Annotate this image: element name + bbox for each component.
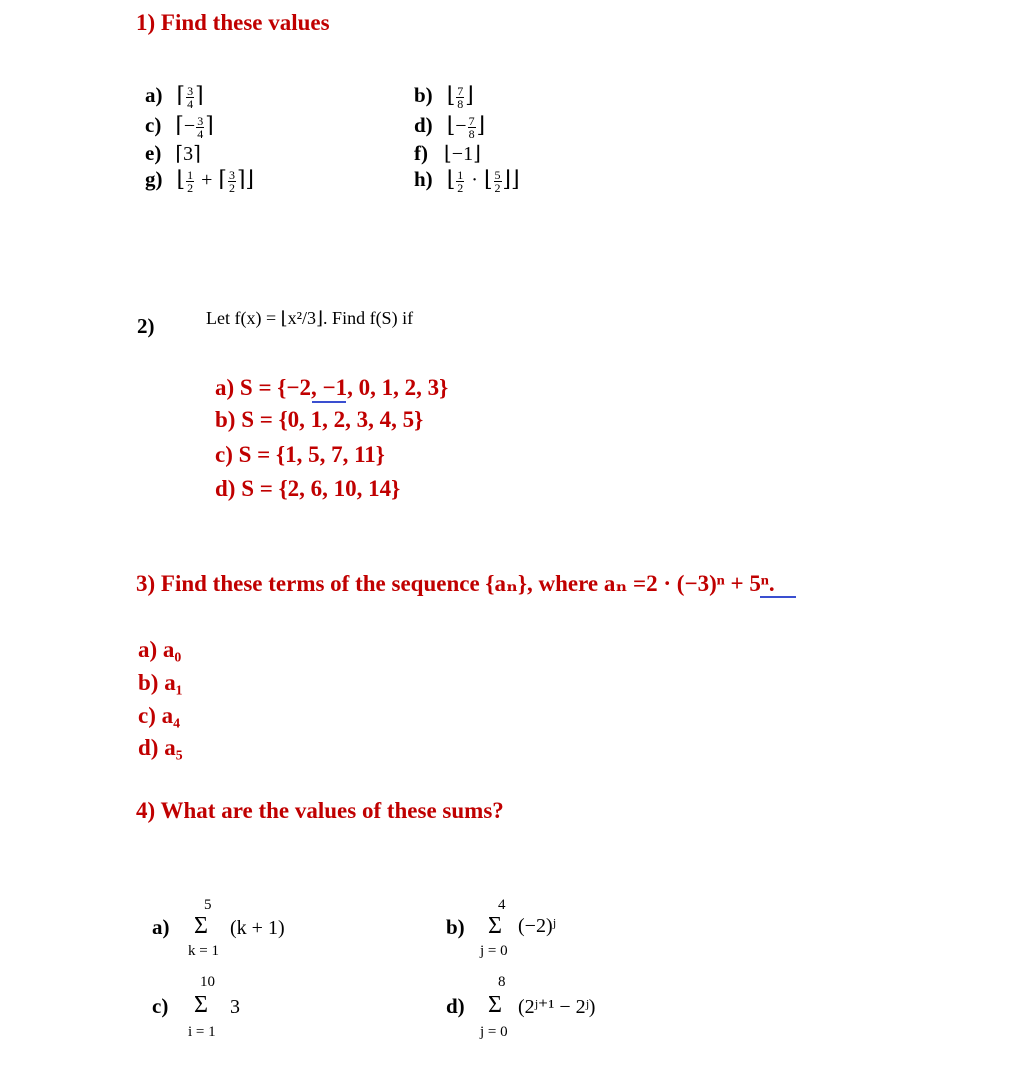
q1-item-g: g) ⌊ $\frac{1}{2}$ + ⌈ $\frac{3}{2}$ ⌉⌋	[145, 166, 255, 195]
q4-heading: 4) What are the values of these sums?	[136, 798, 504, 823]
q4-sum-b: b) 4 Σ (−2)ʲ j = 0	[446, 897, 556, 959]
q1-item-h: h) ⌊ $\frac{1}{2}$ · ⌊ $\frac{5}{2}$ ⌋⌋	[414, 166, 520, 195]
q2-statement: Let f(x) = ⌊x²/3⌋. Find f(S) if	[206, 308, 414, 328]
q2-set-c: c) S = {1, 5, 7, 11}	[215, 442, 385, 467]
spellcheck-underline	[312, 397, 346, 403]
q1-item-e: e) ⌈3⌉	[145, 141, 201, 165]
q4-sum-a: a) 5 Σ (k + 1) k = 1	[152, 897, 285, 959]
q1-item-d: d) ⌊− $\frac{7}{8}$ ⌋	[414, 112, 486, 141]
q2-set-a: a) S = {−2, −1, 0, 1, 2, 3}	[215, 375, 449, 400]
q4-sum-c: c) 10 Σ 3 i = 1	[152, 974, 240, 1040]
spellcheck-underline	[760, 592, 796, 598]
q3-term-a: a) a₀	[138, 637, 182, 662]
q1-item-b: b) ⌊ $\frac{7}{8}$ ⌋	[414, 82, 474, 111]
q3-term-b: b) a₁	[138, 670, 183, 695]
q1-item-c: c) ⌈− $\frac{3}{4}$ ⌉	[145, 112, 214, 141]
q3-heading: 3) Find these terms of the sequence {aₙ}, where aₙ =2 · (−3)ⁿ + 5ⁿ.	[136, 571, 775, 596]
q2-number: 2)	[137, 314, 155, 338]
q1-item-a: a) ⌈ $\frac{3}{4}$ ⌉	[145, 82, 204, 111]
q2-set-d: d) S = {2, 6, 10, 14}	[215, 476, 401, 501]
q2-set-b: b) S = {0, 1, 2, 3, 4, 5}	[215, 407, 424, 432]
q1-item-f: f) ⌊−1⌋	[414, 141, 481, 165]
q3-term-d: d) a₅	[138, 735, 183, 760]
q1-heading: 1) Find these values	[136, 10, 330, 35]
q4-sum-d: d) 8 Σ (2ʲ⁺¹ − 2ʲ) j = 0	[446, 974, 596, 1040]
q3-term-c: c) a₄	[138, 703, 181, 728]
